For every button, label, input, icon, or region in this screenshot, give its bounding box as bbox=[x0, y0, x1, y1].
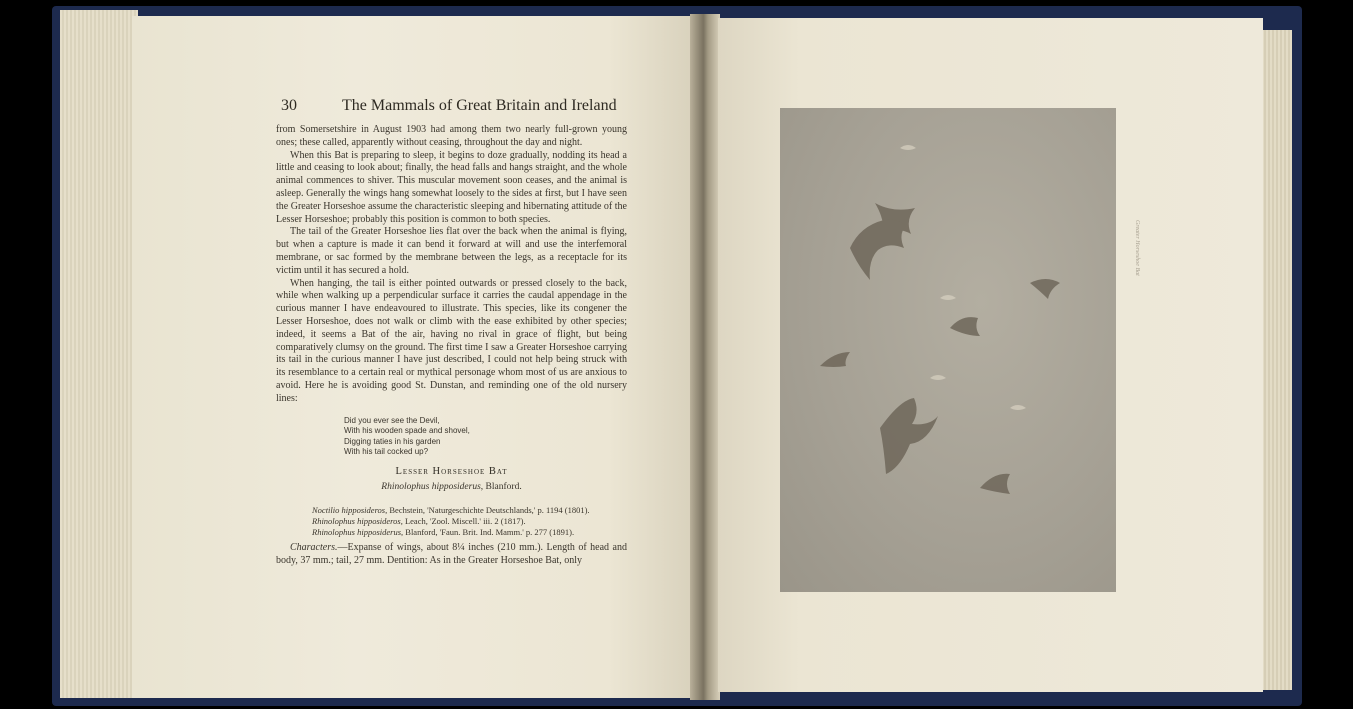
page-edges-right bbox=[1258, 30, 1292, 690]
paragraph: The tail of the Greater Horseshoe lies flat over the back when the animal is flying, but when a capture is made it can bend it forward at will and use the interfemoral membrane, or sac formed by the membrane between the legs, as a receptacle for its victim until it has secured a hold. bbox=[276, 226, 627, 276]
nursery-verse bbox=[344, 416, 484, 458]
synonym-entry bbox=[312, 505, 622, 516]
synonym-entry bbox=[312, 516, 622, 527]
paragraph: from Somersetshire in August 1903 had among them two nearly full-grown young ones; these called, apparently without ceasing, throughout the day and night. bbox=[276, 124, 627, 148]
synonym-ref: , Leach, 'Zool. Miscell.' iii. 2 (1817). bbox=[400, 516, 526, 526]
species-heading bbox=[276, 466, 627, 477]
verse-line: With his tail cocked up? bbox=[344, 447, 429, 457]
species-authority: , Blanford. bbox=[480, 482, 522, 492]
bat-silhouette bbox=[850, 220, 906, 280]
bat-silhouette bbox=[820, 352, 850, 367]
synonym-ref: , Blanford, 'Faun. Brit. Ind. Mamm.' p. 277 (1891). bbox=[401, 527, 575, 537]
moth-silhouette bbox=[1010, 405, 1026, 410]
bat-silhouette bbox=[880, 398, 938, 474]
paragraph: When hanging, the tail is either pointed outwards or pressed closely to the back, while when walking up a perpendicular surface it carries the caudal appendage in the curious manner I have endeavoured to illustrate. This species, like its congener the Lesser Horseshoe, does not walk or climb with the ease exhibited by other species; indeed, it seems a Bat of the air, having no rival in grace of flight, but being comparatively clumsy on the ground. The first time I saw a Greater Horseshoe carrying its tail in the curious manner I have just described, I could not help being struck with its resemblance to a certain real or mythical personage whom most of us are anxious to avoid. Here he is avoiding good St. Dunstan, and reminding one of the old nursery lines: bbox=[276, 277, 627, 404]
characters-section bbox=[276, 541, 627, 567]
plate-caption: Greater Horseshoe Bat bbox=[1134, 220, 1140, 276]
characters-label: Characters. bbox=[290, 542, 338, 553]
bat-silhouette bbox=[950, 317, 980, 336]
moth-silhouette bbox=[940, 295, 956, 300]
bat-illustration-plate bbox=[780, 108, 1116, 592]
verse-line: With his wooden spade and shovel, bbox=[344, 426, 470, 436]
characters-paragraph bbox=[276, 541, 627, 567]
bat-silhouette bbox=[1030, 279, 1060, 299]
body-text bbox=[276, 124, 627, 406]
book-gutter bbox=[690, 14, 720, 700]
synonym-entry bbox=[312, 527, 622, 538]
species-common-name: Lesser Horseshoe Bat bbox=[395, 466, 508, 477]
bat-silhouette bbox=[980, 474, 1010, 494]
running-head-title: The Mammals of Great Britain and Ireland bbox=[342, 97, 617, 114]
species-scientific-line bbox=[276, 482, 627, 492]
species-scientific-name: Rhinolophus hipposiderus bbox=[381, 482, 481, 492]
page-edges-left bbox=[60, 10, 138, 698]
synonym-list bbox=[312, 505, 622, 538]
verse-line: Did you ever see the Devil, bbox=[344, 416, 440, 425]
bats-illustration bbox=[780, 108, 1116, 592]
synonym-ref: , Bechstein, 'Naturgeschichte Deutschlands,' p. 1194 (1801). bbox=[385, 505, 590, 515]
moth-silhouette bbox=[900, 145, 916, 150]
page-number: 30 bbox=[281, 97, 297, 114]
characters-text: —Expanse of wings, about 8¼ inches (210 mm.). Length of head and body, 37 mm.; tail, 27 mm. Dentition: As in the Greater Horseshoe Bat, only bbox=[276, 542, 627, 566]
synonym-name: Rhinolophus hipposideros bbox=[312, 516, 401, 526]
verse-line: Digging taties in his garden bbox=[344, 436, 441, 446]
paragraph: When this Bat is preparing to sleep, it begins to doze gradually, nodding its head a little and ceasing to look about; finally, the head falls and hangs straight, and the whole animal commences to shiver. This muscular movement soon ceases, and the animal is asleep. Generally the wings hang somewhat loosely to the sides at first, but I have seen the Greater Horseshoe assume the characteristic sleeping and hibernating attitude of the Lesser Horseshoe; probably this position is common to both species. bbox=[276, 149, 627, 225]
synonym-name: Rhinolophus hipposiderus bbox=[312, 527, 402, 537]
moth-silhouette bbox=[930, 375, 946, 380]
synonym-name: Noctilio hipposideros bbox=[312, 505, 386, 515]
